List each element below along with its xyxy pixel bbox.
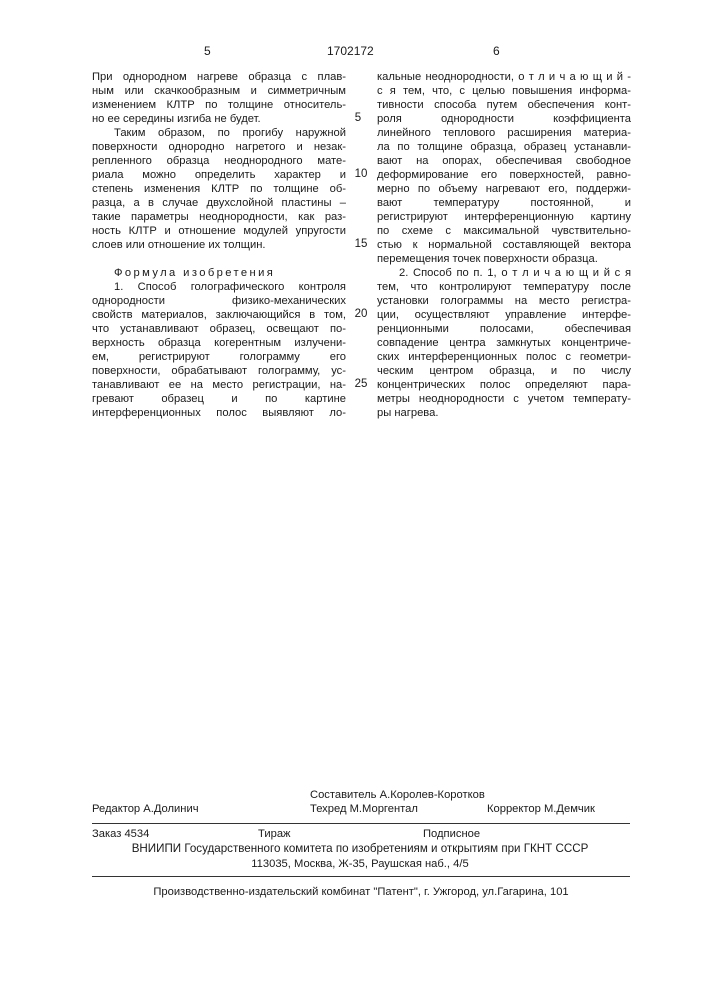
text-line: свойств материалов, заключающийся в том, [92, 308, 346, 322]
text-line: деформирование его поверхностей, равно- [377, 168, 631, 182]
text-line: вают температуру постоянной, и [377, 196, 631, 210]
subscription: Подписное [423, 827, 480, 841]
text-line: такие параметры неоднородности, как раз- [92, 210, 346, 224]
text-line: поверхности, обрабатывают голограмму, ус- [92, 364, 346, 378]
text-line: совпадение центра замкнутых концентриче- [377, 336, 631, 350]
text-line: тем, что контролируют температуру после [377, 280, 631, 294]
techred: Техред М.Моргентал [310, 802, 418, 816]
text-line: вают на опорах, обеспечивая свободное [377, 154, 631, 168]
text-line: ным или скачкообразным и симметричным [92, 84, 346, 98]
right-text-column [377, 70, 631, 420]
text-line: ских интерференционных полос с геометри- [377, 350, 631, 364]
text-line: ческим центром образца, и по числу [377, 364, 631, 378]
text-line: ренционными полосами, обеспечивая [377, 322, 631, 336]
divider [92, 876, 630, 877]
page-number-right: 6 [493, 44, 500, 58]
line-number: 20 [350, 308, 372, 320]
text-line: слоев или отношение их толщин. [92, 238, 346, 252]
claims-heading: Формула изобретения [92, 266, 346, 280]
text-line: линейного теплового расширения материа- [377, 126, 631, 140]
text-line: перемещения точек поверхности образца. [377, 252, 631, 266]
circulation: Тираж [258, 827, 291, 841]
text-line: мерно по объему нагревают его, поддержи- [377, 182, 631, 196]
text-line: регистрируют интерференционную картину [377, 210, 631, 224]
text-line: тивности способа путем обеспечения конт- [377, 98, 631, 112]
text-line: ры нагрева. [377, 406, 631, 420]
text-line: метры неоднородности с учетом температу- [377, 392, 631, 406]
text-line: изменением КЛТР по толщине относитель- [92, 98, 346, 112]
text-line: с я тем, что, с целью повышения информа- [377, 84, 631, 98]
text-line: поверхности однородно нагретого и незак- [92, 140, 346, 154]
address: 113035, Москва, Ж-35, Раушская наб., 4/5 [0, 857, 707, 871]
text-line: 1. Способ голографического контроля [92, 280, 346, 294]
text-line: танавливают ее на место регистрации, на- [92, 378, 346, 392]
text-line: гревают образец и по картине [92, 392, 346, 406]
text-line [92, 252, 346, 266]
text-line: концентрических полос определяют пара- [377, 378, 631, 392]
text-line: верхность образца когерентным излучени- [92, 336, 346, 350]
text-line: разца, а в случае двухслойной пластины – [92, 196, 346, 210]
text-line: но ее середины изгиба не будет. [92, 112, 346, 126]
text-line: роля однородности коэффициента [377, 112, 631, 126]
line-number: 15 [350, 238, 372, 250]
editor: Редактор А.Долинич [92, 802, 199, 816]
line-number: 10 [350, 168, 372, 180]
compiler: Составитель А.Королев-Коротков [310, 788, 485, 802]
text-line: кальные неоднородности, о т л и ч а ю щ и й - [377, 70, 631, 84]
text-line: ем, регистрируют голограмму его [92, 350, 346, 364]
patent-number: 1702172 [327, 44, 374, 58]
text-line: по схеме с максимальной чувствительно- [377, 224, 631, 238]
text-line: однородности физико-механических [92, 294, 346, 308]
publisher: Производственно-издательский комбинат "Патент", г. Ужгород, ул.Гагарина, 101 [0, 885, 707, 899]
institute: ВНИИПИ Государственного комитета по изобретениям и открытиям при ГКНТ СССР [0, 842, 707, 856]
text-line: репленного образца неоднородного мате- [92, 154, 346, 168]
text-line: риала можно определить характер и [92, 168, 346, 182]
text-line: интерференционных полос выявляют ло- [92, 406, 346, 420]
divider [92, 823, 630, 824]
line-number: 25 [350, 378, 372, 390]
corrector: Корректор М.Демчик [487, 802, 595, 816]
line-number: 5 [347, 112, 369, 124]
text-line: что устанавливают образец, освещают по- [92, 322, 346, 336]
text-line: степень изменения КЛТР по толщине об- [92, 182, 346, 196]
text-line: установки голограммы на место регистра- [377, 294, 631, 308]
text-line: стью к нормальной составляющей вектора [377, 238, 631, 252]
text-line: Таким образом, по прогибу наружной [92, 126, 346, 140]
left-text-column [92, 70, 346, 420]
text-line: ла по толщине образца, образец устанавли- [377, 140, 631, 154]
text-line: ции, осуществляют управление интерфе- [377, 308, 631, 322]
order-number: Заказ 4534 [92, 827, 149, 841]
text-line: ность КЛТР и отношение модулей упругости [92, 224, 346, 238]
text-line: При однородном нагреве образца с плав- [92, 70, 346, 84]
page-number-left: 5 [204, 44, 211, 58]
text-line: 2. Способ по п. 1, о т л и ч а ю щ и й с я [377, 266, 631, 280]
